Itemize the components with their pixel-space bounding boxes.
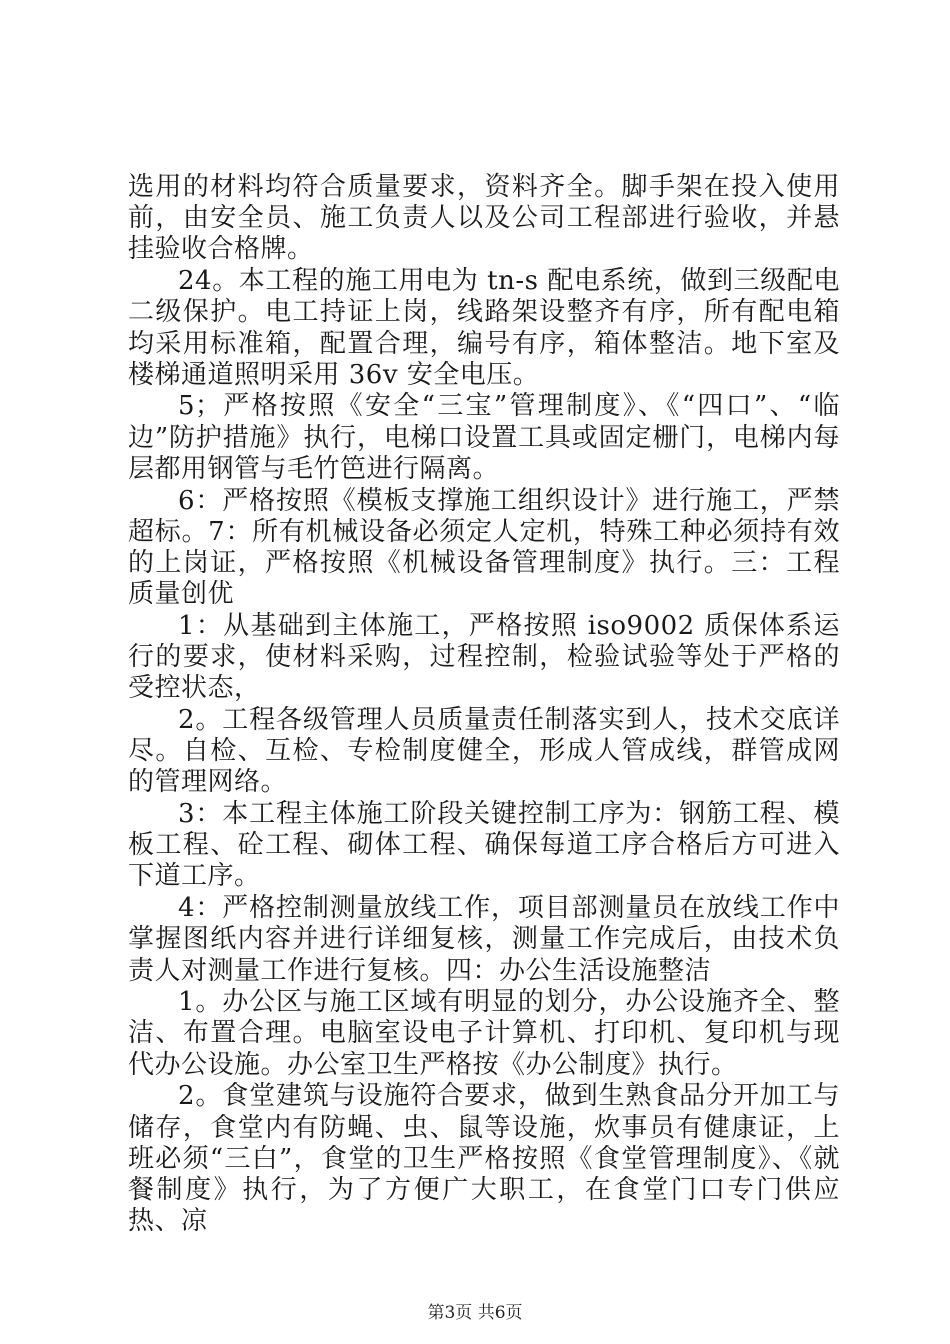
paragraph: 1。办公区与施工区域有明显的划分，办公设施齐全、整洁、布置合理。电脑室设电子计算机、打印机、复印机与现代办公设施。办公室卫生严格按《办公制度》执行。 [128, 987, 840, 1080]
paragraph: 5；严格按照《安全“三宝”管理制度》、《“四口”、“临边”防护措施》执行，电梯口设置工具或固定栅门，电梯内每层都用钢管与毛竹笆进行隔离。 [128, 391, 840, 484]
paragraph: 1：从基础到主体施工，严格按照 iso9002 质保体系运行的要求，使材料采购，过程控制，检验试验等处于严格的受控状态， [128, 610, 840, 704]
paragraph: 选用的材料均符合质量要求，资料齐全。脚手架在投入使用前，由安全员、施工负责人以及公司工程部进行验收，并悬挂验收合格牌。 [128, 172, 840, 265]
paragraph: 24。本工程的施工用电为 tn-s 配电系统，做到三级配电二级保护。电工持证上岗，线路架设整齐有序，所有配电箱均采用标准箱，配置合理，编号有序，箱体整洁。地下室及楼梯通道照明采用 36v 安全电压。 [128, 266, 840, 390]
paragraph: 2。工程各级管理人员质量责任制落实到人，技术交底详尽。自检、互检、专检制度健全，形成人管成线，群管成网的管理网络。 [128, 704, 840, 798]
page-footer: 第3页 共6页 [427, 1303, 523, 1323]
paragraph: 4：严格控制测量放线工作，项目部测量员在放线工作中掌握图纸内容并进行详细复核，测量工作完成后，由技术负责人对测量工作进行复核。四：办公生活设施整洁 [128, 893, 840, 986]
document-body [128, 172, 840, 1238]
paragraph: 3：本工程主体施工阶段关键控制工序为：钢筋工程、模板工程、砼工程、砌体工程、确保每道工序合格后方可进入下道工序。 [128, 799, 840, 892]
paragraph: 6：严格按照《模板支撑施工组织设计》进行施工，严禁超标。7：所有机械设备必须定人定机，特殊工种必须持有效的上岗证，严格按照《机械设备管理制度》执行。三：工程质量创优 [128, 485, 840, 610]
paragraph: 2。食堂建筑与设施符合要求，做到生熟食品分开加工与储存，食堂内有防蝇、虫、鼠等设施，炊事员有健康证，上班必须“三白”，食堂的卫生严格按照《食堂管理制度》、《就餐制度》执行，为了方便广大职工，在食堂门口专门供应热、凉 [128, 1081, 840, 1237]
